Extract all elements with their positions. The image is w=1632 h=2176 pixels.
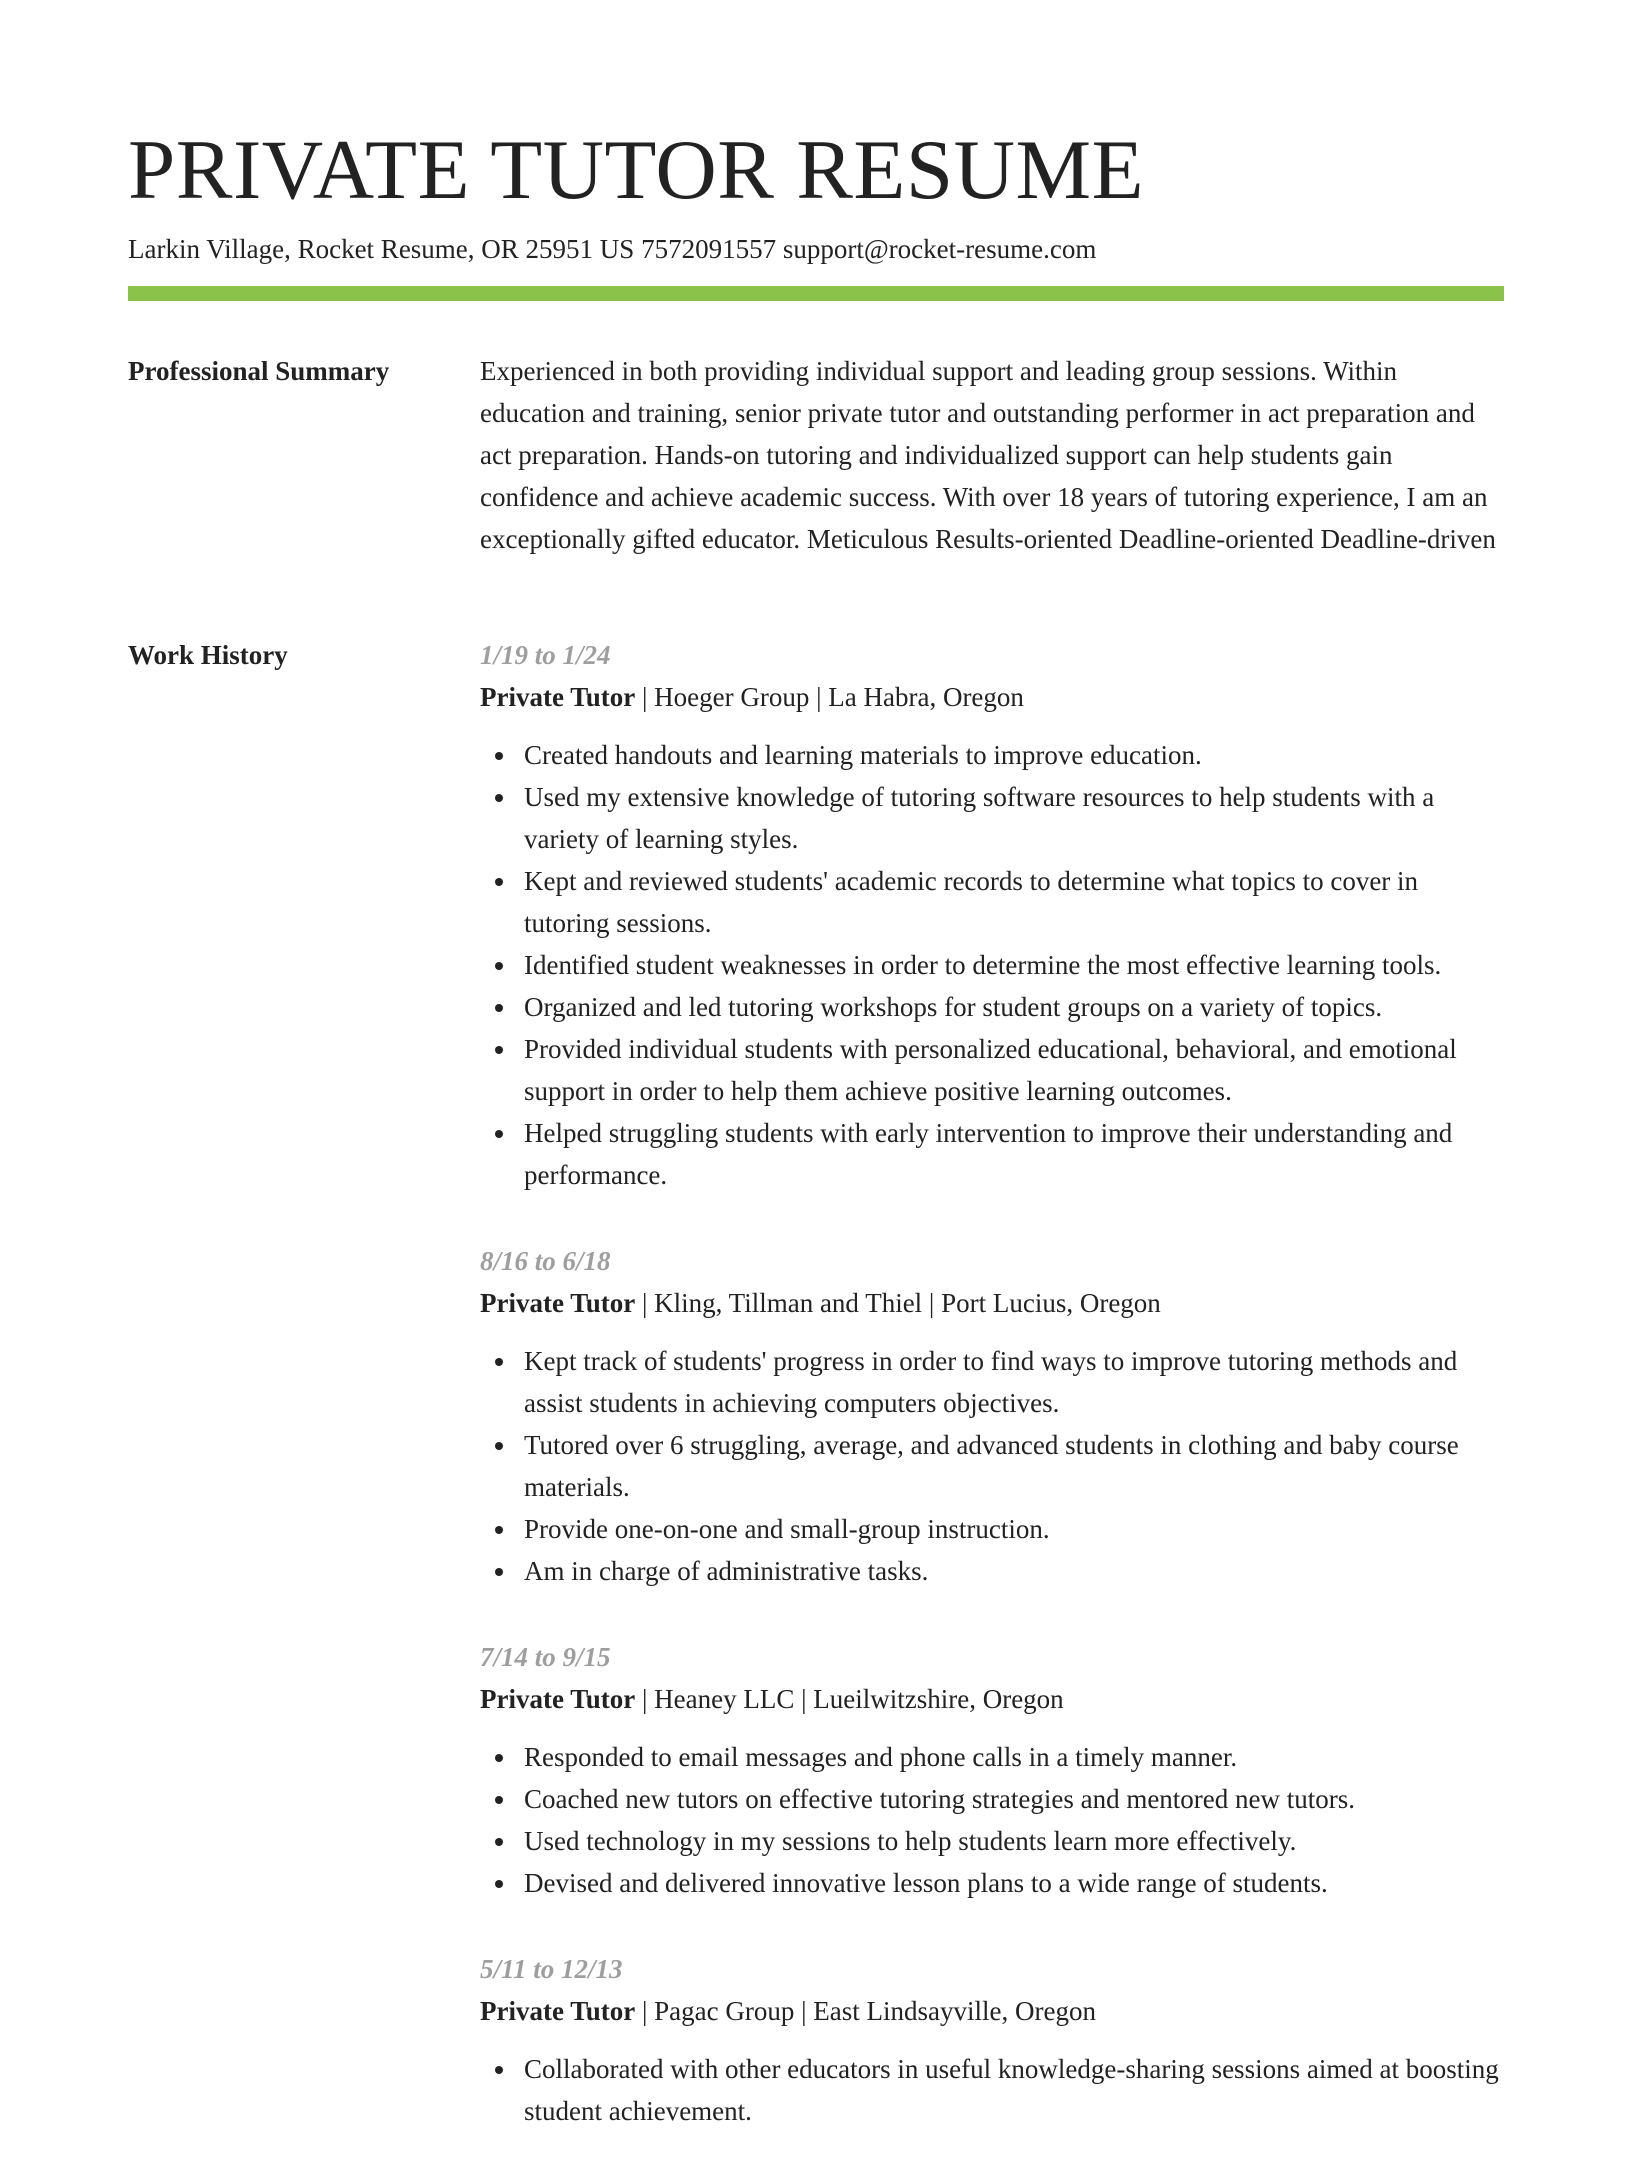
summary-text: Experienced in both providing individual support and leading group sessions. Within education and training, senior private tutor and outstanding performer in act preparation and act preparation. Hands-on tutoring and individualized support can help students gain confidence and achieve academic success. With over 18 years of tutoring experience, I am an exceptionally gifted educator. Meticulous Results-oriented Deadline-oriented Deadline-driven [480,356,1496,554]
list-item [524,2048,1504,2132]
bullet-icon [495,752,503,760]
bullet-text: Devised and delivered innovative lesson plans to a wide range of students. [524,1868,1328,1898]
job-entry [480,1240,1504,1592]
header-divider [128,286,1504,301]
bullet-text: Identified student weaknesses in order to determine the most effective learning tools. [524,950,1442,980]
bullet-text: Used my extensive knowledge of tutoring software resources to help students with a variety of learning styles. [524,782,1435,854]
bullet-text: Am in charge of administrative tasks. [524,1556,929,1586]
section-heading-work-history: Work History [128,640,288,670]
bullet-icon [495,1130,503,1138]
job-heading [480,676,1504,718]
list-item [524,1778,1504,1820]
bullet-icon [495,1442,503,1450]
bullet-icon [495,1754,503,1762]
job-dates: 5/11 to 12/13 [480,1954,623,1984]
bullet-text: Coached new tutors on effective tutoring strategies and mentored new tutors. [524,1784,1356,1814]
bullet-icon [495,878,503,886]
summary-body [480,350,1504,560]
bullet-icon [495,1796,503,1804]
bullet-icon [495,2066,503,2074]
list-item [524,1862,1504,1904]
job-employer-location: | Hoeger Group | La Habra, Oregon [635,682,1024,712]
job-dates: 8/16 to 6/18 [480,1246,611,1276]
job-title: Private Tutor [480,1288,636,1318]
bullet-text: Kept track of students' progress in order to find ways to improve tutoring methods and assist students in achieving computers objectives. [524,1346,1458,1418]
bullet-text: Created handouts and learning materials to improve education. [524,740,1202,770]
bullet-text: Provide one-on-one and small-group instruction. [524,1514,1050,1544]
job-title: Private Tutor [480,1684,636,1714]
bullet-text: Helped struggling students with early intervention to improve their understanding and performance. [524,1118,1453,1190]
job-bullet-list [480,1736,1504,1904]
bullet-text: Tutored over 6 struggling, average, and advanced students in clothing and baby course materials. [524,1430,1459,1502]
section-heading-summary: Professional Summary [128,356,390,386]
job-entry [480,1948,1504,2132]
list-item [524,1340,1504,1424]
bullet-icon [495,1568,503,1576]
job-dates: 1/19 to 1/24 [480,640,611,670]
bullet-icon [495,962,503,970]
job-entry [480,634,1504,1196]
bullet-icon [495,1004,503,1012]
job-title: Private Tutor [480,682,636,712]
job-bullet-list [480,1340,1504,1592]
bullet-icon [495,1880,503,1888]
list-item [524,944,1504,986]
job-bullet-list [480,2048,1504,2132]
bullet-icon [495,1838,503,1846]
job-heading [480,1282,1504,1324]
list-item [524,1112,1504,1196]
bullet-icon [495,1526,503,1534]
list-item [524,1550,1504,1592]
job-employer-location: | Heaney LLC | Lueilwitzshire, Oregon [635,1684,1064,1714]
bullet-icon [495,1046,503,1054]
contact-line: Larkin Village, Rocket Resume, OR 25951 US 7572091557 support@rocket-resume.com [128,234,1097,264]
job-heading [480,1678,1504,1720]
job-bullet-list [480,734,1504,1196]
bullet-text: Provided individual students with personalized educational, behavioral, and emotional support in order to help them achieve positive learning outcomes. [524,1034,1457,1106]
bullet-text: Collaborated with other educators in useful knowledge-sharing sessions aimed at boosting student achievement. [524,2054,1499,2126]
bullet-text: Kept and reviewed students' academic records to determine what topics to cover in tutoring sessions. [524,866,1419,938]
list-item [524,1424,1504,1508]
bullet-text: Used technology in my sessions to help students learn more effectively. [524,1826,1297,1856]
list-item [524,860,1504,944]
list-item [524,986,1504,1028]
list-item [524,1028,1504,1112]
list-item [524,1736,1504,1778]
job-employer-location: | Pagac Group | East Lindsayville, Oregon [635,1996,1096,2026]
list-item [524,1820,1504,1862]
bullet-text: Organized and led tutoring workshops for student groups on a variety of topics. [524,992,1383,1022]
bullet-icon [495,794,503,802]
bullet-text: Responded to email messages and phone calls in a timely manner. [524,1742,1238,1772]
list-item [524,734,1504,776]
list-item [524,776,1504,860]
work-history-body [480,634,1504,2176]
job-title: Private Tutor [480,1996,636,2026]
job-employer-location: | Kling, Tillman and Thiel | Port Lucius, Oregon [635,1288,1161,1318]
job-dates: 7/14 to 9/15 [480,1642,611,1672]
bullet-icon [495,1358,503,1366]
list-item [524,1508,1504,1550]
job-heading [480,1990,1504,2032]
resume-title: PRIVATE TUTOR RESUME [128,123,1145,217]
job-entry [480,1636,1504,1904]
